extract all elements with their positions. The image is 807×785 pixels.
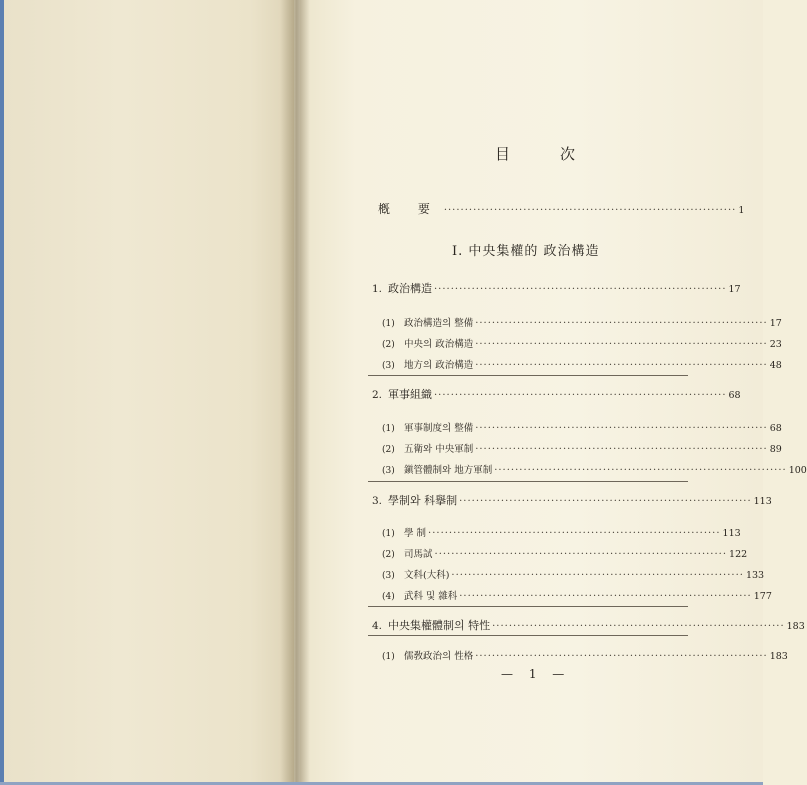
subentry-number: (2): [382, 340, 395, 350]
leader-dots: ······································································: [428, 528, 721, 539]
subentry-page: 183: [769, 651, 788, 662]
toc-subentry[interactable]: [382, 648, 788, 662]
subentry-label: 地方의 政治構造: [404, 360, 474, 371]
leader-dots: ······································································: [475, 423, 768, 434]
subentry-page: 133: [745, 570, 765, 581]
leader-dots: ······································································: [459, 591, 752, 602]
section-label: 學制와 科擧制: [388, 494, 458, 507]
subentry-number: (1): [382, 652, 395, 662]
toc-title: [495, 143, 575, 164]
section-page: 17: [728, 284, 741, 295]
leader-dots: ······································································: [494, 465, 787, 476]
leader-dots: ······································································: [475, 339, 768, 350]
leader-dots: ······································································: [434, 284, 727, 295]
section-number: 1.: [372, 283, 383, 295]
subentry-label: 文科(大科): [404, 570, 450, 581]
part-title: I. 中央集權的 政治構造: [452, 244, 600, 259]
section-page: 183: [786, 621, 805, 632]
leader-dots: ······································································: [451, 570, 744, 581]
toc-title-char: 次: [559, 145, 575, 163]
subentry-number: (2): [382, 550, 395, 560]
section-divider: [368, 481, 688, 482]
leader-dots: ······································································: [475, 318, 768, 329]
subentry-number: (1): [382, 319, 395, 329]
subentry-page: 68: [769, 423, 782, 434]
subentry-label: 武科 및 雜科: [404, 591, 458, 602]
subentry-number: (1): [382, 529, 395, 539]
subentry-label: 五衛와 中央軍制: [404, 444, 474, 455]
subentry-page: 17: [769, 318, 782, 329]
toc-entry-summary[interactable]: [378, 200, 745, 217]
subentry-label: 學 制: [404, 528, 427, 539]
section-label: 中央集權體制의 特性: [388, 619, 491, 632]
leader-dots: ······································································: [475, 444, 768, 455]
subentry-label: 儒敎政治의 性格: [404, 651, 474, 662]
section-divider: [368, 635, 688, 636]
toc-section[interactable]: [372, 386, 741, 402]
leader-dots: ······································································: [475, 651, 768, 662]
section-label: 軍事組織: [388, 388, 432, 401]
subentry-page: 89: [769, 444, 782, 455]
subentry-label: 政治構造의 整備: [404, 318, 474, 329]
section-page: 68: [728, 390, 741, 401]
subentry-page: 177: [753, 591, 772, 602]
book-gutter: [280, 0, 310, 782]
scan-edge: [0, 0, 4, 785]
page-folio: — 1 —: [501, 667, 571, 681]
section-number: 4.: [372, 620, 383, 632]
leader-dots: ······································································: [434, 549, 728, 560]
section-page: 113: [753, 496, 772, 507]
section-label: 政治構造: [388, 282, 432, 295]
section-number: 3.: [372, 495, 383, 507]
leader-dots: ······································································: [492, 621, 785, 632]
subentry-page: 48: [769, 360, 782, 371]
subentry-number: (3): [382, 571, 395, 581]
subentry-label: 鎭管體制와 地方軍制: [404, 465, 493, 476]
subentry-number: (1): [382, 424, 395, 434]
toc-subentry[interactable]: [382, 336, 782, 350]
leader-dots: ······································································: [475, 360, 768, 371]
toc-subentry[interactable]: [382, 357, 782, 371]
subentry-page: 122: [729, 549, 748, 560]
section-number: 2.: [372, 389, 383, 401]
subentry-label: 司馬試: [404, 549, 433, 560]
toc-entry-label: 槪 要: [378, 202, 442, 216]
toc-section[interactable]: [372, 280, 741, 296]
toc-title-char: 目: [495, 145, 511, 163]
toc-subentry[interactable]: [382, 567, 765, 581]
toc-subentry[interactable]: [382, 441, 782, 455]
toc-subentry[interactable]: [382, 420, 782, 434]
subentry-number: (4): [382, 592, 395, 602]
subentry-number: (3): [382, 361, 395, 371]
toc-section[interactable]: [372, 617, 805, 633]
left-page: [4, 0, 294, 782]
section-divider: [368, 375, 688, 376]
leader-dots: ······································································: [443, 205, 737, 216]
subentry-label: 中央의 政治構造: [404, 339, 474, 350]
toc-subentry[interactable]: [382, 588, 772, 602]
subentry-page: 100: [788, 465, 807, 476]
subentry-number: (2): [382, 445, 395, 455]
subentry-number: (3): [382, 466, 395, 476]
subentry-label: 軍事制度의 整備: [404, 423, 474, 434]
toc-content: [368, 0, 807, 782]
section-divider: [368, 606, 688, 607]
toc-section[interactable]: [372, 492, 772, 508]
subentry-page: 23: [769, 339, 782, 350]
toc-subentry[interactable]: [382, 315, 782, 329]
toc-subentry[interactable]: [382, 525, 741, 539]
toc-entry-page: 1: [738, 205, 745, 216]
toc-subentry[interactable]: [382, 462, 807, 476]
subentry-page: 113: [722, 528, 741, 539]
leader-dots: ······································································: [434, 390, 727, 401]
leader-dots: ······································································: [459, 496, 752, 507]
toc-subentry[interactable]: [382, 546, 748, 560]
